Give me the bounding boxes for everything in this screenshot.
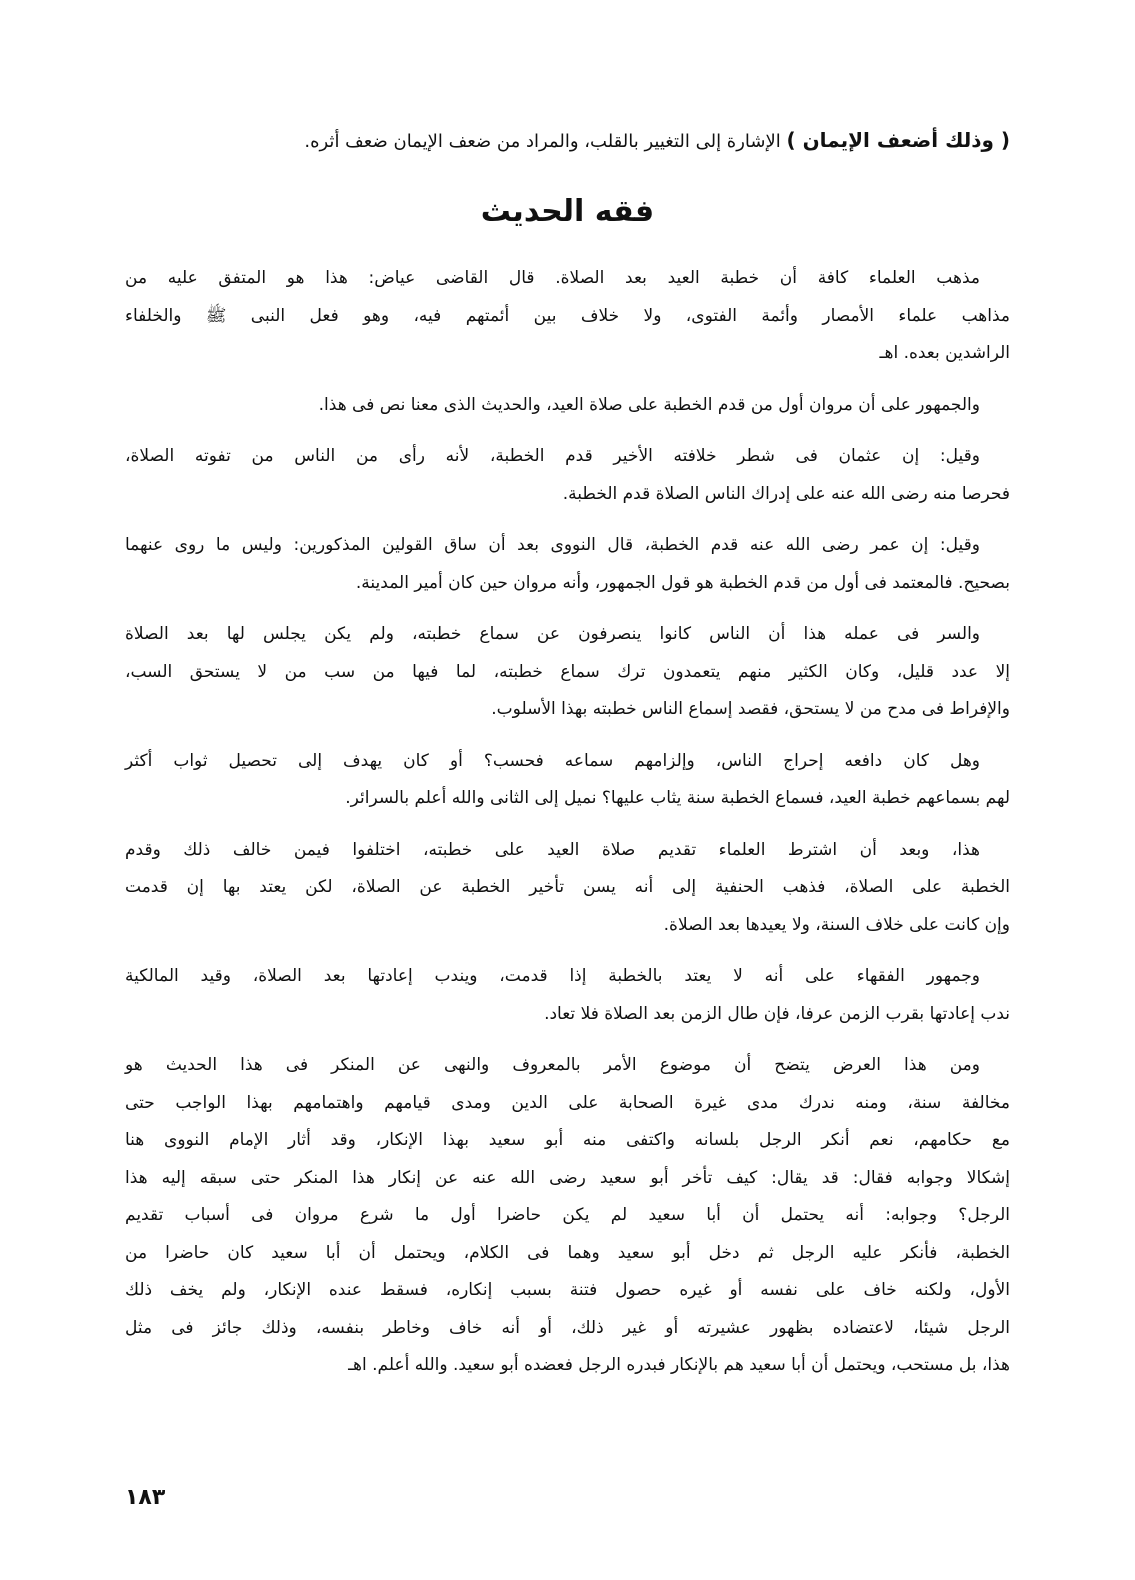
paragraph: [125, 527, 1010, 602]
text-line: ندب إعادتها بقرب الزمن عرفا، فإن طال الزمن بعد الصلاة فلا تعاد.: [544, 1003, 1010, 1024]
paragraph: [125, 832, 1010, 945]
text-line: الخطبة، فأنكر عليه الرجل ثم دخل أبو سعيد وهما فى الكلام، ويحتمل أن أبا سعيد كان حاضرا من: [125, 1242, 1010, 1263]
paragraph: [125, 387, 1010, 425]
text-line: الخطبة على الصلاة، فذهب الحنفية إلى أنه يسن تأخير الخطبة عن الصلاة، لكن يعتد بها إن قدمت: [125, 877, 1010, 897]
page-number: ١٨٣: [125, 1485, 166, 1510]
paragraph: [125, 743, 1010, 818]
page-body: [125, 120, 1010, 1399]
text-line: فحرصا منه رضى الله عنه على إدراك الناس الصلاة قدم الخطبة.: [562, 483, 1010, 504]
text-line: وقيل: إن عمر رضى الله عنه قدم الخطبة، قال النووى بعد أن ساق القولين المذكورين: وليس ما روى عنهما: [125, 535, 980, 555]
text-line: والجمهور على أن مروان أول من قدم الخطبة على صلاة العيد، والحديث الذى معنا نص فى هذا.: [318, 394, 980, 415]
text-line: والسر فى عمله هذا أن الناس كانوا ينصرفون عن سماع خطبته، ولم يكن يجلس لها بعد الصلاة: [125, 624, 980, 644]
text-line: هذا، وبعد أن اشترط العلماء تقديم صلاة العيد على خطبته، اختلفوا فيمن خالف ذلك وقدم: [125, 839, 980, 860]
text-line: الرجل شيئا، لاعتضاده بظهور عشيرته أو غير ذلك، أو أنه خاف وخاطر بنفسه، وذلك جائز فى مثل: [125, 1317, 1010, 1338]
text-line: إشكالا وجوابه فقال: قد يقال: كيف تأخر أبو سعيد رضى الله عنه عن إنكار هذا المنكر حتى سبقه إليه هذا: [125, 1167, 1010, 1188]
text-line: لهم بسماعهم خطبة العيد، فسماع الخطبة سنة يثاب عليها؟ نميل إلى الثانى والله أعلم بالسرائر.: [345, 788, 1010, 808]
text-line: مخالفة سنة، ومنه ندرك مدى غيرة الصحابة على الدين ومدى قيامهم واهتمامهم بهذا الواجب حتى: [125, 1092, 1010, 1113]
text-line: إلا عدد قليل، وكان الكثير منهم يتعمدون ترك سماع خطبته، لما فيها من سب من لا يستحق السب،: [125, 661, 1010, 682]
text-line: مذهب العلماء كافة أن خطبة العيد بعد الصلاة. قال القاضى عياض: هذا هو المتفق عليه من: [125, 268, 980, 288]
text-line: هذا، بل مستحب، ويحتمل أن أبا سعيد هم بالإنكار فبدره الرجل فعضده أبو سعيد. والله أعلم. اهـ: [348, 1355, 1010, 1375]
paragraph: [125, 438, 1010, 513]
text-line: وهل كان دافعه إحراج الناس، وإلزامهم سماعه فحسب؟ أو كان يهدف إلى تحصيل ثواب أكثر: [125, 750, 980, 771]
paragraph: [125, 616, 1010, 729]
paragraphs: [125, 260, 1010, 1385]
text-line: مذاهب علماء الأمصار وأئمة الفتوى، ولا خلاف بين أئمتهم فيه، وهو فعل النبى ﷺ والخلفاء: [125, 305, 1010, 326]
text-line: مع حكامهم، نعم أنكر الرجل بلسانه واكتفى منه أبو سعيد بهذا الإنكار، وقد أثار الإمام النووى هنا: [125, 1130, 1010, 1150]
text-line: وقيل: إن عثمان فى شطر خلافته الأخير قدم الخطبة، لأنه رأى من الناس من تفوته الصلاة،: [125, 446, 980, 466]
text-line: وإن كانت على خلاف السنة، ولا يعيدها بعد الصلاة.: [663, 914, 1010, 935]
text-line: الأول، ولكنه خاف على نفسه أو غيره حصول فتنة بسبب إنكاره، فسقط عنده الإنكار، ولم يخف ذلك: [125, 1280, 1010, 1300]
explanation-text: الإشارة إلى التغيير بالقلب، والمراد من ضعف الإيمان ضعف أثره.: [304, 131, 787, 152]
quoted-phrase: ( وذلك أضعف الإيمان ): [786, 128, 1010, 152]
text-line: بصحيح. فالمعتمد فى أول من قدم الخطبة هو قول الجمهور، وأنه مروان حين كان أمير المدينة.: [355, 572, 1010, 593]
paragraph: [125, 1047, 1010, 1385]
paragraph: [125, 260, 1010, 373]
hadith-explanation-line: [125, 120, 1010, 162]
paragraph: [125, 958, 1010, 1033]
section-heading: فقه الحديث: [480, 194, 655, 229]
text-line: وجمهور الفقهاء على أنه لا يعتد بالخطبة إذا قدمت، ويندب إعادتها بعد الصلاة، وقيد المالكية: [125, 966, 980, 986]
text-line: ومن هذا العرض يتضح أن موضوع الأمر بالمعروف والنهى عن المنكر فى هذا الحديث هو: [125, 1055, 980, 1075]
text-line: الرجل؟ وجوابه: أنه يحتمل أن أبا سعيد لم يكن حاضرا أول ما شرع مروان فى أسباب تقديم: [125, 1205, 1010, 1225]
text-line: والإفراط فى مدح من لا يستحق، فقصد إسماع الناس خطبته بهذا الأسلوب.: [491, 699, 1010, 719]
text-line: الراشدين بعده. اهـ: [879, 343, 1010, 363]
